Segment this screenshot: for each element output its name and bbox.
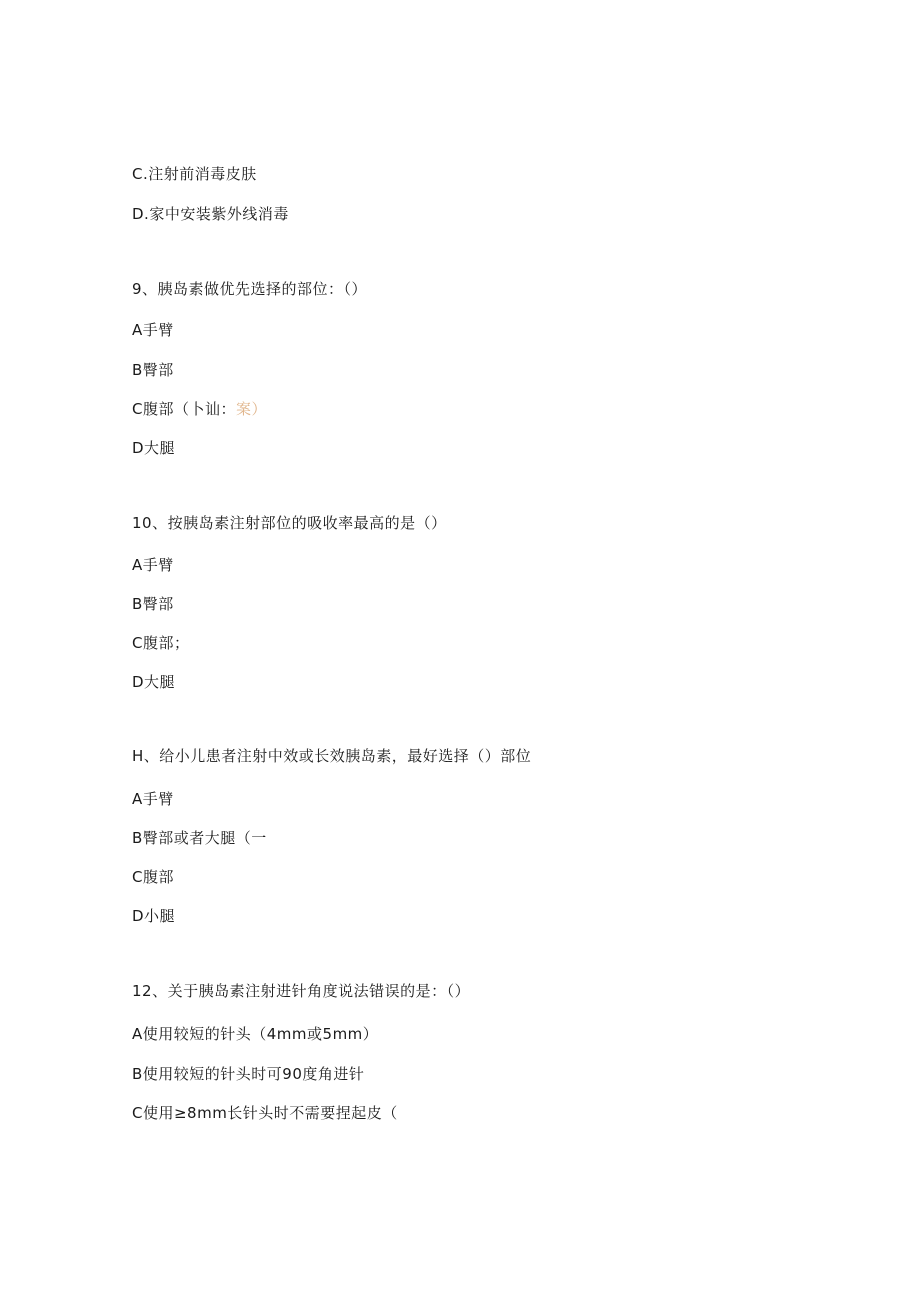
option-d-q10 bbox=[132, 672, 175, 692]
option-text: A使用较短的针头（4mm或5mm） bbox=[132, 1025, 379, 1043]
question-text: 10、按胰岛素注射部位的吸收率最高的是（） bbox=[132, 514, 447, 532]
option-text: B臀部 bbox=[132, 361, 174, 379]
option-c-q10 bbox=[132, 633, 189, 653]
option-text: D小腿 bbox=[132, 907, 176, 925]
option-text: B臀部 bbox=[132, 595, 174, 613]
answer-hint: 案） bbox=[235, 400, 267, 418]
option-b-q9 bbox=[132, 360, 174, 380]
option-text: B臀部或者大腿（一 bbox=[132, 829, 267, 847]
question-11 bbox=[132, 746, 531, 766]
option-c-q11 bbox=[132, 867, 174, 887]
question-text: H、给小儿患者注射中效或长效胰岛素，最好选择（）部位 bbox=[132, 747, 532, 765]
question-text: 9、胰岛素做优先选择的部位：（） bbox=[132, 280, 368, 298]
question-12 bbox=[132, 981, 470, 1001]
option-text: A手臂 bbox=[132, 790, 174, 808]
question-9 bbox=[132, 279, 367, 299]
option-c-q12 bbox=[132, 1103, 398, 1123]
option-d-q11 bbox=[132, 906, 175, 926]
option-text: C腹部 bbox=[132, 868, 174, 886]
question-text: 12、关于胰岛素注射进针角度说法错误的是：（） bbox=[132, 982, 471, 1000]
option-text: D大腿 bbox=[132, 673, 176, 691]
option-a-q9 bbox=[132, 320, 174, 340]
option-text: C腹部； bbox=[132, 634, 190, 652]
option-text: C.注射前消毒皮肤 bbox=[132, 165, 257, 183]
option-b-q10 bbox=[132, 594, 174, 614]
option-text: A手臂 bbox=[132, 556, 174, 574]
option-c-q8 bbox=[132, 164, 257, 184]
option-a-q11 bbox=[132, 789, 174, 809]
option-text: B使用较短的针头时可90度角进针 bbox=[132, 1065, 365, 1083]
option-a-q10 bbox=[132, 555, 174, 575]
option-b-q12 bbox=[132, 1064, 364, 1084]
option-d-q8 bbox=[132, 204, 289, 224]
option-text: C使用≥8mm长针头时不需要捏起皮（ bbox=[132, 1104, 398, 1122]
option-text: C腹部（卜讪： bbox=[132, 400, 236, 418]
option-text: D大腿 bbox=[132, 439, 176, 457]
question-10 bbox=[132, 513, 447, 533]
option-a-q12 bbox=[132, 1024, 378, 1044]
option-text: D.家中安装紫外线消毒 bbox=[132, 205, 289, 223]
option-text: A手臂 bbox=[132, 321, 174, 339]
option-c-q9 bbox=[132, 399, 267, 419]
option-b-q11 bbox=[132, 828, 267, 848]
option-d-q9 bbox=[132, 438, 175, 458]
